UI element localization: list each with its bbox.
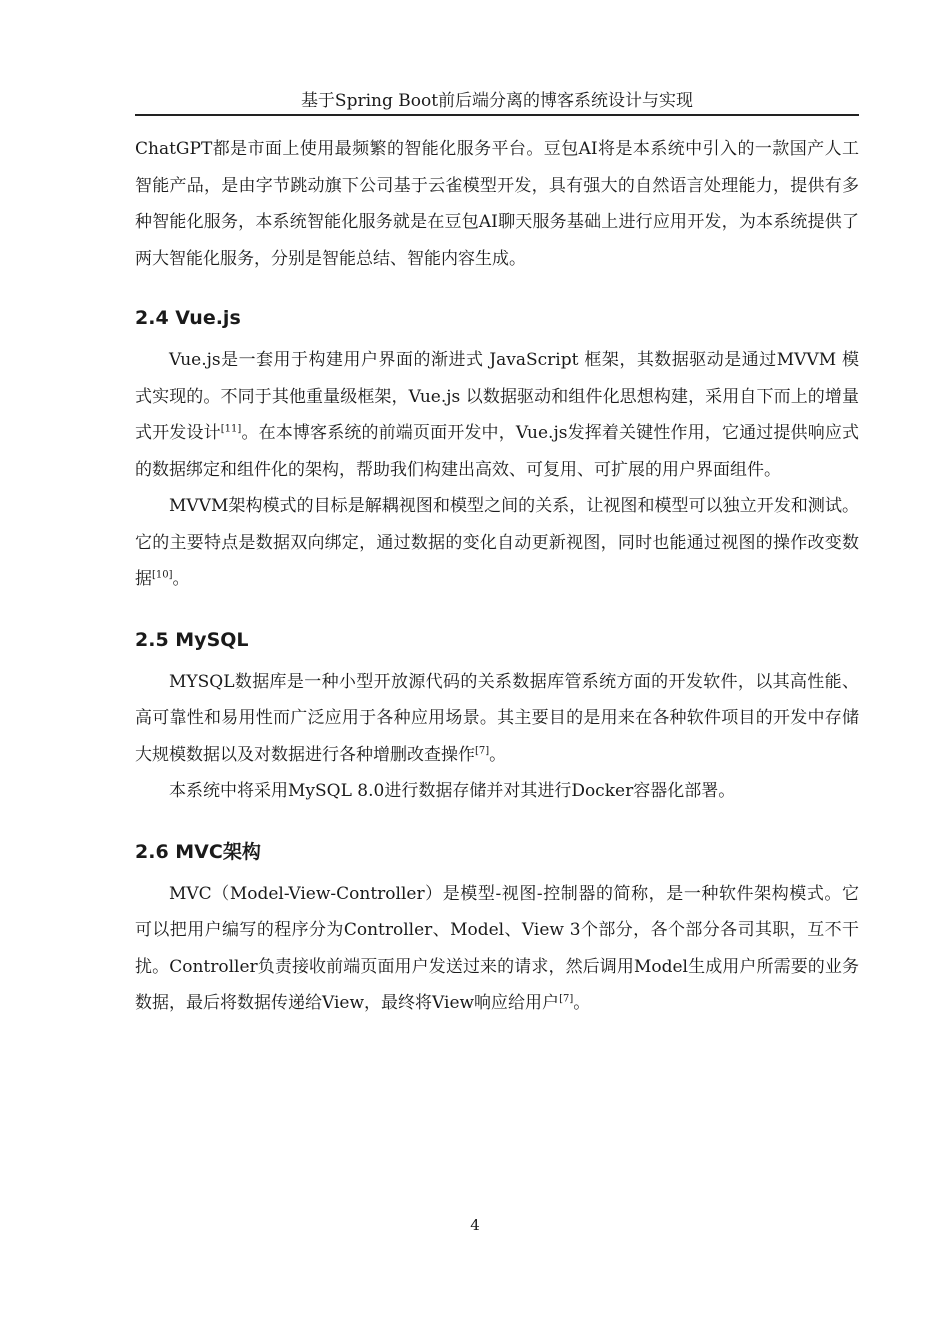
vuejs-p1-text-a: Vue.js是一套用于构建用户界面的渐进式 JavaScript 框架，其数据驱动是通过MVVM 模式实现的。不同于其他重量级框架，Vue.js 以数据驱动和组件化思想构建，采用自下而上的增量式开发设计 xyxy=(135,350,859,443)
citation-10: [10] xyxy=(152,569,173,581)
vuejs-paragraph-2 xyxy=(135,488,859,598)
mvc-paragraph-1 xyxy=(135,876,859,1022)
mysql-paragraph-2: 本系统中将采用MySQL 8.0进行数据存储并对其进行Docker容器化部署。 xyxy=(169,781,736,801)
mvc-p1-text-a: MVC（Model-View-Controller）是模型-视图-控制器的简称，是一种软件架构模式。它可以把用户编写的程序分为Controller、Model、View 3个部分，各个部分各司其职，互不干扰。Controller负责接收前端页面用户发送过来的请求，然后调用Model生成用户所需要的业务数据，最后将数据传递给View，最终将View响应给用户 xyxy=(135,883,859,1013)
mysql-p1-text-b: 。 xyxy=(489,744,507,765)
mysql-paragraph-1 xyxy=(135,664,859,774)
vuejs-p1-text-b: 。在本博客系统的前端页面开发中，Vue.js发挥着关键性作用，它通过提供响应式的数据绑定和组件化的架构，帮助我们构建出高效、可复用、可扩展的用户界面组件。 xyxy=(135,423,860,480)
running-header: 基于Spring Boot前后端分离的博客系统设计与实现 xyxy=(300,91,694,111)
section-heading-mysql: 2.5 MySQL xyxy=(135,628,249,651)
citation-7-mysql: [7] xyxy=(475,744,490,756)
vuejs-p2-text-b: 。 xyxy=(172,569,190,589)
citation-7-mvc: [7] xyxy=(559,993,574,1005)
page-number: 4 xyxy=(470,1216,480,1234)
section-heading-mvc: 2.6 MVC架构 xyxy=(135,840,261,863)
intro-paragraph: ChatGPT都是市面上使用最频繁的智能化服务平台。豆包AI将是本系统中引入的一款国产人工智能产品，是由字节跳动旗下公司基于云雀模型开发，具有强大的自然语言处理能力，提供有多种智能化服务，本系统智能化服务就是在豆包AI聊天服务基础上进行应用开发，为本系统提供了两大智能化服务，分别是智能总结、智能内容生成。 xyxy=(135,139,859,269)
mvc-p1-text-b: 。 xyxy=(573,993,591,1013)
mysql-p1-text-a: MYSQL数据库是一种小型开放源代码的关系数据库管系统方面的开发软件，以其高性能、高可靠性和易用性而广泛应用于各种应用场景。其主要目的是用来在各种软件项目的开发中存储大规模数据以及对数据进行各种增删改查操作 xyxy=(135,671,859,765)
vuejs-paragraph-1 xyxy=(135,342,859,488)
section-heading-vuejs: 2.4 Vue.js xyxy=(135,307,241,329)
header-rule xyxy=(135,114,859,116)
citation-11: [11] xyxy=(220,423,242,435)
body-text xyxy=(135,131,859,1022)
vuejs-p2-text-a: MVVM架构模式的目标是解耦视图和模型之间的关系，让视图和模型可以独立开发和测试。它的主要特点是数据双向绑定，通过数据的变化自动更新视图，同时也能通过视图的操作改变数据 xyxy=(135,496,859,589)
